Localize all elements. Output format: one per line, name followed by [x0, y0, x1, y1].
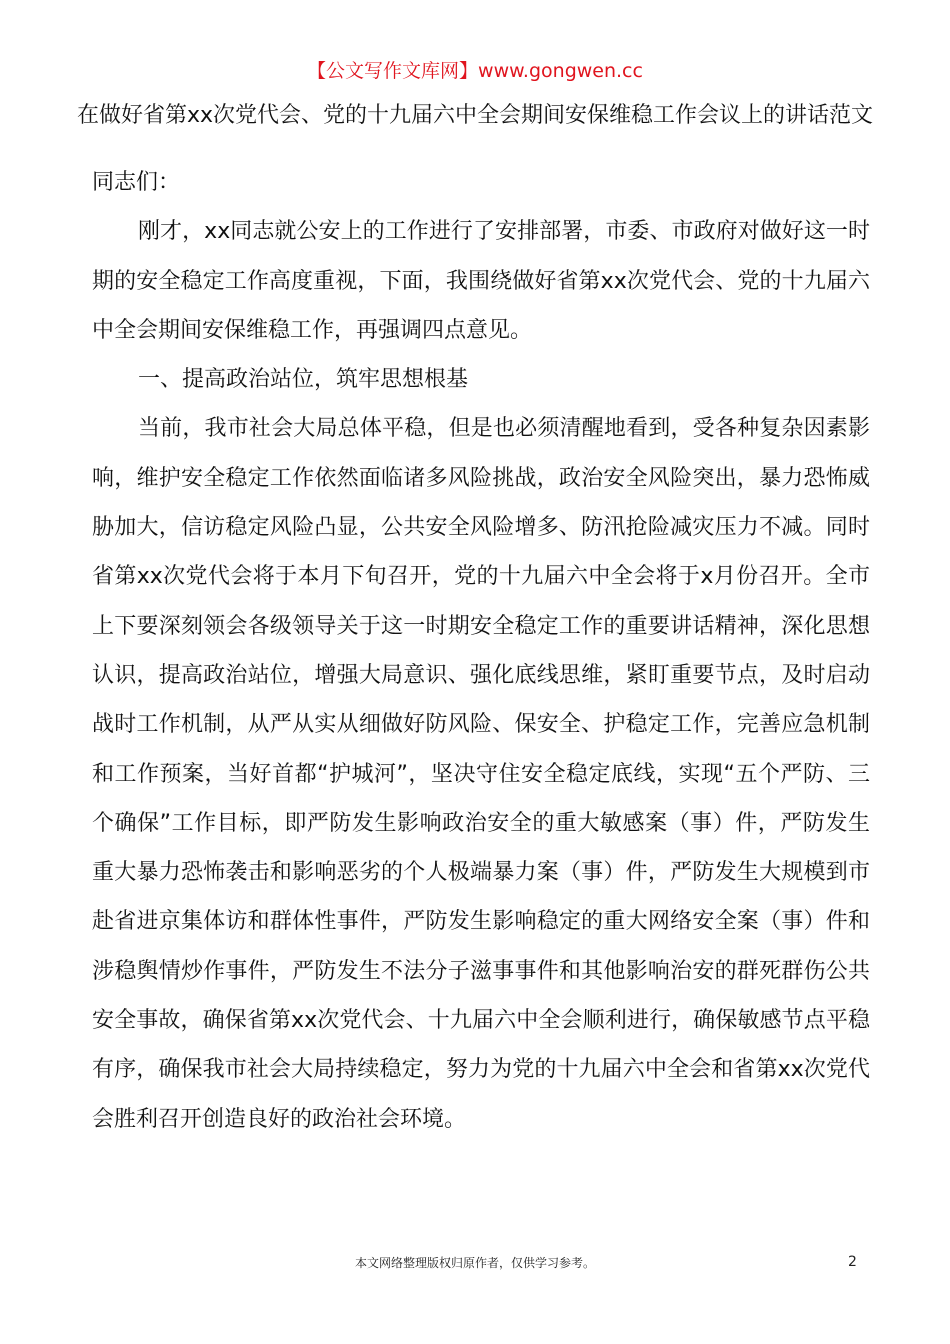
- page-number: 2: [848, 1254, 857, 1270]
- salutation: 同志们：: [92, 170, 181, 195]
- footer-copyright-note: 本文网络整理版权归原作者，仅供学习参考。: [354, 1256, 595, 1270]
- section-heading-1: 一、提高政治站位，筑牢思想根基: [138, 367, 469, 393]
- paragraph-section-1: 当前，我市社会大局总体平稳，但是也必须清醒地看到，受各种复杂因素影响，维护安全稳定工作依然面临诸多风险挑战，政治安全风险突出，暴力恐怖威胁加大，信访稳定风险凸显，公共安全风险增多、防汛抢险减灾压力不减。同时省第xx次党代会将于本月下旬召开，党的十九届六中全会将于x月份召开。全市上下要深刻领会各级领导关于这一时期安全稳定工作的重要讲话精神，深化思想认识，提高政治站位，增强大局意识、强化底线思维，紧盯重要节点，及时启动战时工作机制，从严从实从细做好防风险、保安全、护稳定工作，完善应急机制和工作预案，当好首都“护城河”，坚决守住安全稳定底线，实现“五个严防、三个确保”工作目标，即严防发生影响政治安全的重大敏感案（事）件，严防发生重大暴力恐怖袭击和影响恶劣的个人极端暴力案（事）件，严防发生大规模到市赴省进京集体访和群体性事件，严防发生影响稳定的重大网络安全案（事）件和涉稳舆情炒作事件，严防发生不法分子滋事事件和其他影响治安的群死群伤公共安全事故，确保省第xx次党代会、十九届六中全会顺利进行，确保敏感节点平稳有序，确保我市社会大局持续稳定，努力为党的十九届六中全会和省第xx次党代会胜利召开创造良好的政治社会环境。: [92, 416, 870, 1132]
- paragraph-intro: 刚才，xx同志就公安上的工作进行了安排部署，市委、市政府对做好这一时期的安全稳定工作高度重视，下面，我围绕做好省第xx次党代会、党的十九届六中全会期间安保维稳工作，再强调四点意见。: [92, 219, 870, 343]
- document-title: 在做好省第xx次党代会、党的十九届六中全会期间安保维稳工作会议上的讲话范文: [76, 103, 874, 128]
- document-body: [92, 158, 870, 1144]
- header-site-link[interactable]: 【公文写作文库网】www.gongwen.cc: [307, 60, 643, 82]
